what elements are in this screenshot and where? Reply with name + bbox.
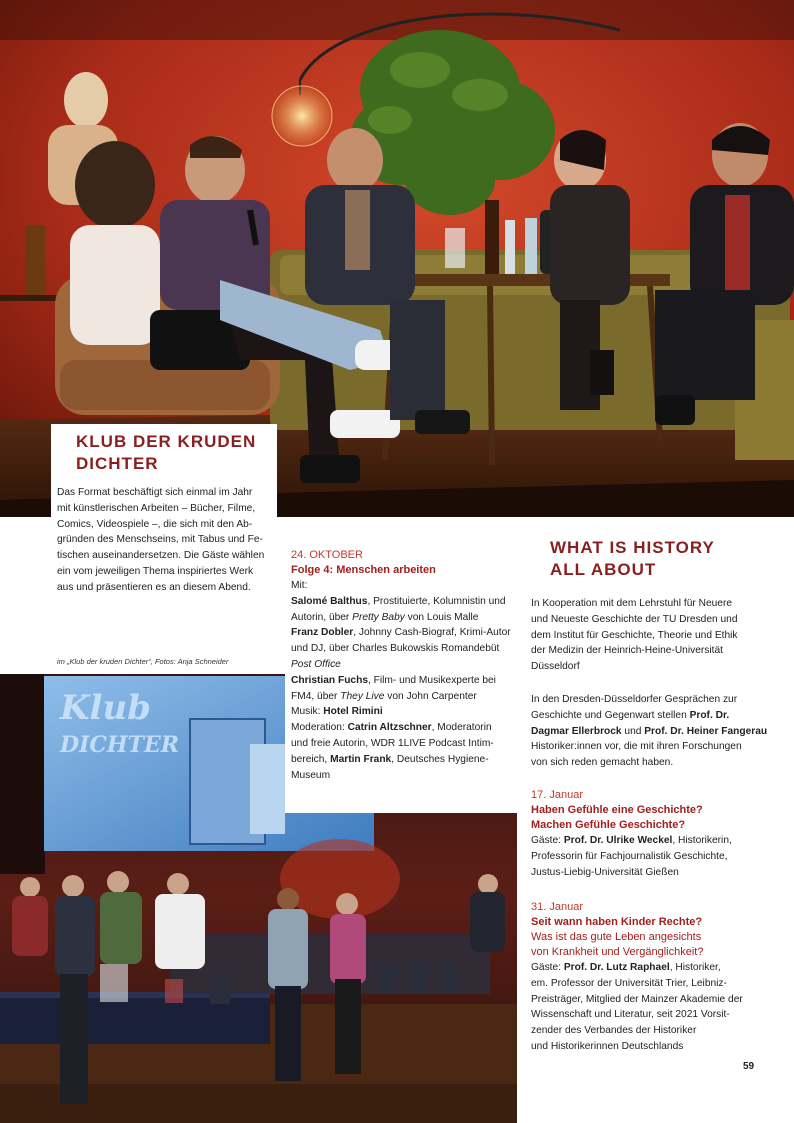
- moderation-line: Moderation: Catrin Altzschner, Moderatorin: [291, 722, 492, 734]
- para2-line3: Dagmar Ellerbrock und Prof. Dr. Heiner Fangerau: [531, 725, 768, 737]
- event-2-sub1: Was ist das gute Leben angesichts: [531, 931, 702, 943]
- klub-intro-line: Comics, Videospiele –, die sich mit den Ab-: [57, 518, 253, 530]
- klub-intro-line: tischen auseinandersetzen. Die Gäste wählen: [57, 550, 265, 562]
- folge-date: 24. OKTOBER: [291, 549, 363, 561]
- screen-logo-line2: DICHTER: [60, 732, 180, 758]
- folge-section: [291, 548, 519, 783]
- history-para2: [531, 692, 781, 771]
- history-intro-line: Düsseldorf: [531, 661, 580, 673]
- folge-mit: Mit:: [291, 580, 308, 591]
- folge-body: [291, 578, 519, 783]
- event-2-line: Wissenschaft und Literatur, seit 2021 Vorsit-: [531, 1009, 730, 1021]
- history-intro-line: und Neueste Geschichte der TU Dresden und: [531, 613, 738, 625]
- event-1-line: Justus-Liebig-Universität Gießen: [531, 866, 679, 878]
- event-2-line: Preisträger, Mitglied der Mainzer Akademie der: [531, 993, 743, 1005]
- guest-2: Franz Dobler, Johnny Cash-Biograf, Krimi-Autor: [291, 627, 511, 639]
- event-2: [531, 900, 786, 1055]
- moderation-line4: Museum: [291, 769, 331, 781]
- para2-line4: Historiker:innen vor, die mit ihren Forschungen: [531, 741, 742, 753]
- event-2-line: und Historikerinnen Deutschlands: [531, 1040, 684, 1052]
- event-2-date: 31. Januar: [531, 901, 583, 913]
- guest-1-line2: Autorin, über Pretty Baby von Louis Malle: [291, 611, 479, 623]
- event-1-title-line2: Machen Gefühle Geschichte?: [531, 819, 686, 831]
- screen-logo-text: [60, 690, 179, 758]
- history-title-line2: ALL ABOUT: [550, 560, 657, 579]
- screen-logo-line1: Klub: [60, 688, 151, 728]
- event-2-line: zender des Verbandes der Historiker: [531, 1025, 697, 1037]
- event-2-sub2: von Krankheit und Vergänglichkeit?: [531, 946, 704, 958]
- event-1-body: [531, 833, 781, 880]
- event-1-line: Professorin für Fachjournalistik Geschichte,: [531, 850, 728, 862]
- history-title-line1: WHAT IS HISTORY: [550, 538, 715, 557]
- klub-title: [76, 431, 276, 475]
- guest-3-line2: FM4, über They Live von John Carpenter: [291, 690, 477, 702]
- klub-intro-line: ein vom jeweiligen Thema inspiriertes Werk: [57, 565, 254, 577]
- guest-2-book: Post Office: [291, 658, 341, 670]
- klub-title-line1: KLUB DER KRUDEN: [76, 432, 257, 451]
- history-intro-line: dem Institut für Geschichte, Theorie und Ethik: [531, 629, 738, 641]
- page-number: 59: [743, 1061, 755, 1072]
- guest-3: Christian Fuchs, Film- und Musikexperte bei: [291, 674, 496, 686]
- event-2-line: em. Professor der Universität Trier, Leibniz-: [531, 977, 727, 989]
- event-2-body: [531, 960, 786, 1055]
- history-intro-line: der Medizin der Heinrich-Heine-Universität: [531, 645, 723, 657]
- moderation-line2: und freie Autorin, WDR 1LIVE Podcast Intim-: [291, 737, 494, 749]
- event-2-title: Seit wann haben Kinder Rechte?: [531, 916, 703, 928]
- klub-intro-line: aus und präsentieren es an diesem Abend.: [57, 581, 251, 593]
- guest-1: Salomé Balthus, Prostituierte, Kolumnistin und: [291, 595, 506, 607]
- para2-line1: In den Dresden-Düsseldorfer Gesprächen zur: [531, 694, 738, 705]
- history-title: [550, 537, 780, 581]
- event-1-date: 17. Januar: [531, 789, 583, 801]
- history-intro-line: In Kooperation mit dem Lehrstuhl für Neuere: [531, 598, 733, 609]
- folge-title: Folge 4: Menschen arbeiten: [291, 564, 436, 576]
- klub-intro-line: Das Format beschäftigt sich einmal im Jahr: [57, 487, 253, 498]
- event-1: [531, 788, 781, 880]
- para2-line2: Geschichte und Gegenwart stellen Prof. Dr.: [531, 709, 730, 721]
- event-1-guest: Gäste: Prof. Dr. Ulrike Weckel, Historikerin,: [531, 835, 732, 846]
- photo-caption: im „Klub der kruden Dichter“, Fotos: Anja Schneider: [57, 657, 229, 666]
- music-line: Musik: Hotel Rimini: [291, 706, 383, 718]
- history-intro: [531, 596, 771, 675]
- moderation-line3: bereich, Martin Frank, Deutsches Hygiene-: [291, 753, 489, 765]
- para2-line5: von sich reden gemacht haben.: [531, 757, 674, 769]
- event-1-title-line1: Haben Gefühle eine Geschichte?: [531, 804, 703, 816]
- klub-intro-line: gründen des Menschseins, mit Tabus und Fe-: [57, 534, 263, 546]
- klub-intro: [57, 485, 277, 596]
- guest-2-line2: und DJ, über Charles Bukowskis Romandebüt: [291, 643, 500, 655]
- event-2-guest: Gäste: Prof. Dr. Lutz Raphael, Historiker,: [531, 962, 721, 973]
- klub-intro-line: mit künstlerischen Arbeiten – Bücher, Filme,: [57, 502, 256, 514]
- klub-title-line2: DICHTER: [76, 454, 159, 473]
